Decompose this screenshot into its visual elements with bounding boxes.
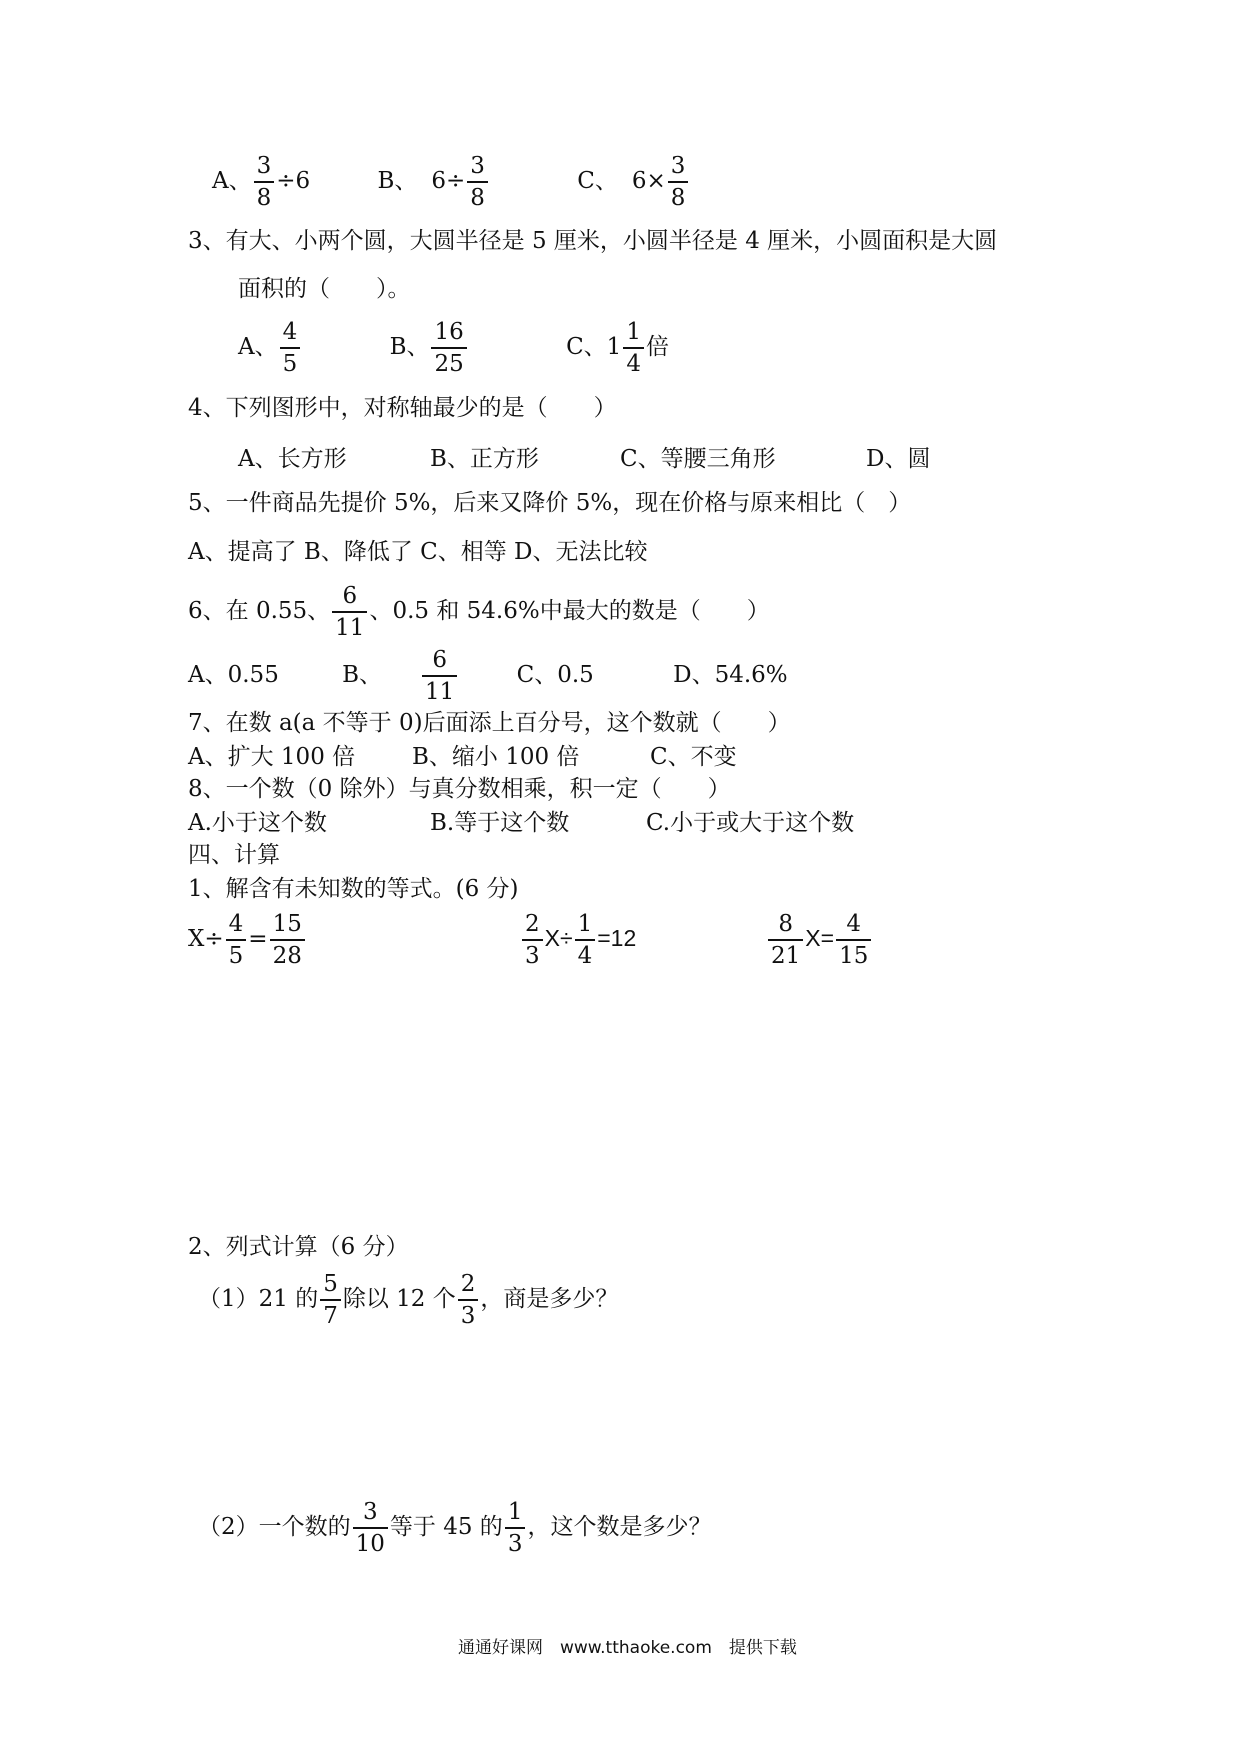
section-title: 四、计算 xyxy=(188,842,280,868)
q4-option-a: A、长方形 xyxy=(238,446,347,472)
q2-option-b: B、 6÷ $\frac{3}{8}$ xyxy=(377,168,497,194)
part2-question-1: （1）21 的 $\frac{5}{7}$ 除以 12 个 $\frac{2}{3}$ ，商是多少？ xyxy=(198,1271,619,1330)
part2-question-2: （2）一个数的 $\frac{3}{10}$ 等于 45 的 $\frac{1}{3}$ ，这个数是多少？ xyxy=(198,1499,712,1558)
equation-2: $\frac{2}{3}$ X÷ $\frac{1}{4}$ =12 xyxy=(520,912,636,968)
equation-3: $\frac{8}{21}$ X= $\frac{4}{15}$ xyxy=(766,912,873,968)
q3-option-b: B、 $\frac{16}{25}$ xyxy=(390,334,477,360)
q6-option-d: D、54.6% xyxy=(673,662,788,689)
fraction: $\frac{4}{5}$ xyxy=(280,320,301,376)
q4-option-c: C、等腰三角形 xyxy=(620,446,776,472)
q5-options: A、提高了 B、降低了 C、相等 D、无法比较 xyxy=(188,539,648,565)
fraction: $\frac{3}{10}$ xyxy=(353,1500,388,1556)
q3-options xyxy=(238,320,669,376)
q7-text: 7、在数 a(a 不等于 0)后面添上百分号，这个数就（ ） xyxy=(188,710,791,736)
fraction: $\frac{3}{8}$ xyxy=(467,154,488,210)
q5-text: 5、一件商品先提价 5%，后来又降价 5%，现在价格与原来相比（ ） xyxy=(188,490,912,516)
fraction: $\frac{1}{3}$ xyxy=(505,1500,526,1556)
q6-option-a: A、0.55 xyxy=(188,662,279,689)
part2-title: 2、列式计算（6 分） xyxy=(188,1234,409,1260)
q3-text-line1: 3、有大、小两个圆，大圆半径是 5 厘米，小圆半径是 4 厘米，小圆面积是大圆 xyxy=(188,228,998,254)
q4-option-b: B、正方形 xyxy=(430,446,539,472)
footer-text: 通通好课网 www.tthaoke.com 提供下载 xyxy=(458,1638,797,1658)
q8-option-a: A.小于这个数 xyxy=(188,810,327,836)
q2-option-a: A、 $\frac{3}{8}$ ÷6 xyxy=(212,153,311,212)
q4-option-d: D、圆 xyxy=(866,446,931,472)
q6-text: 6、在 0.55、 $\frac{6}{11}$ 、0.5 和 54.6%中最大的数是（ ） xyxy=(188,583,770,642)
q2-options xyxy=(212,154,690,210)
q3-text-line2: 面积的（ ）。 xyxy=(238,276,411,302)
q7-option-a: A、扩大 100 倍 xyxy=(188,744,356,770)
q8-option-c: C.小于或大于这个数 xyxy=(646,810,855,836)
fraction: $\frac{16}{25}$ xyxy=(431,320,466,376)
q3-option-c: C、1 $\frac{1}{4}$ 倍 xyxy=(566,319,669,378)
part1-title: 1、解含有未知数的等式。(6 分) xyxy=(188,876,519,902)
fraction: $\frac{4}{15}$ xyxy=(836,912,871,968)
q7-option-c: C、不变 xyxy=(650,744,737,770)
fraction: $\frac{6}{11}$ xyxy=(422,648,457,704)
q6-options xyxy=(188,648,788,704)
fraction: $\frac{1}{4}$ xyxy=(623,320,644,376)
q6-option-b: B、 $\frac{6}{11}$ xyxy=(342,662,459,688)
q3-option-a: A、 $\frac{4}{5}$ xyxy=(238,334,310,360)
equation-1: X÷ $\frac{4}{5}$ = $\frac{15}{28}$ xyxy=(188,912,307,968)
q2-option-c: C、 6× $\frac{3}{8}$ xyxy=(577,168,690,194)
fraction: $\frac{6}{11}$ xyxy=(332,584,367,640)
fraction: $\frac{5}{7}$ xyxy=(320,1272,341,1328)
fraction: $\frac{2}{3}$ xyxy=(522,912,543,968)
q6-option-c: C、0.5 xyxy=(516,662,594,689)
fraction: $\frac{3}{8}$ xyxy=(668,154,689,210)
fraction: $\frac{1}{4}$ xyxy=(575,912,596,968)
q8-text: 8、一个数（0 除外）与真分数相乘，积一定（ ） xyxy=(188,776,731,802)
q8-option-b: B.等于这个数 xyxy=(430,810,570,836)
fraction: $\frac{8}{21}$ xyxy=(768,912,803,968)
q4-text: 4、下列图形中，对称轴最少的是（ ） xyxy=(188,395,617,421)
fraction: $\frac{15}{28}$ xyxy=(270,912,305,968)
fraction: $\frac{3}{8}$ xyxy=(254,154,275,210)
fraction: $\frac{2}{3}$ xyxy=(458,1272,479,1328)
q7-option-b: B、缩小 100 倍 xyxy=(412,744,580,770)
fraction: $\frac{4}{5}$ xyxy=(226,912,247,968)
